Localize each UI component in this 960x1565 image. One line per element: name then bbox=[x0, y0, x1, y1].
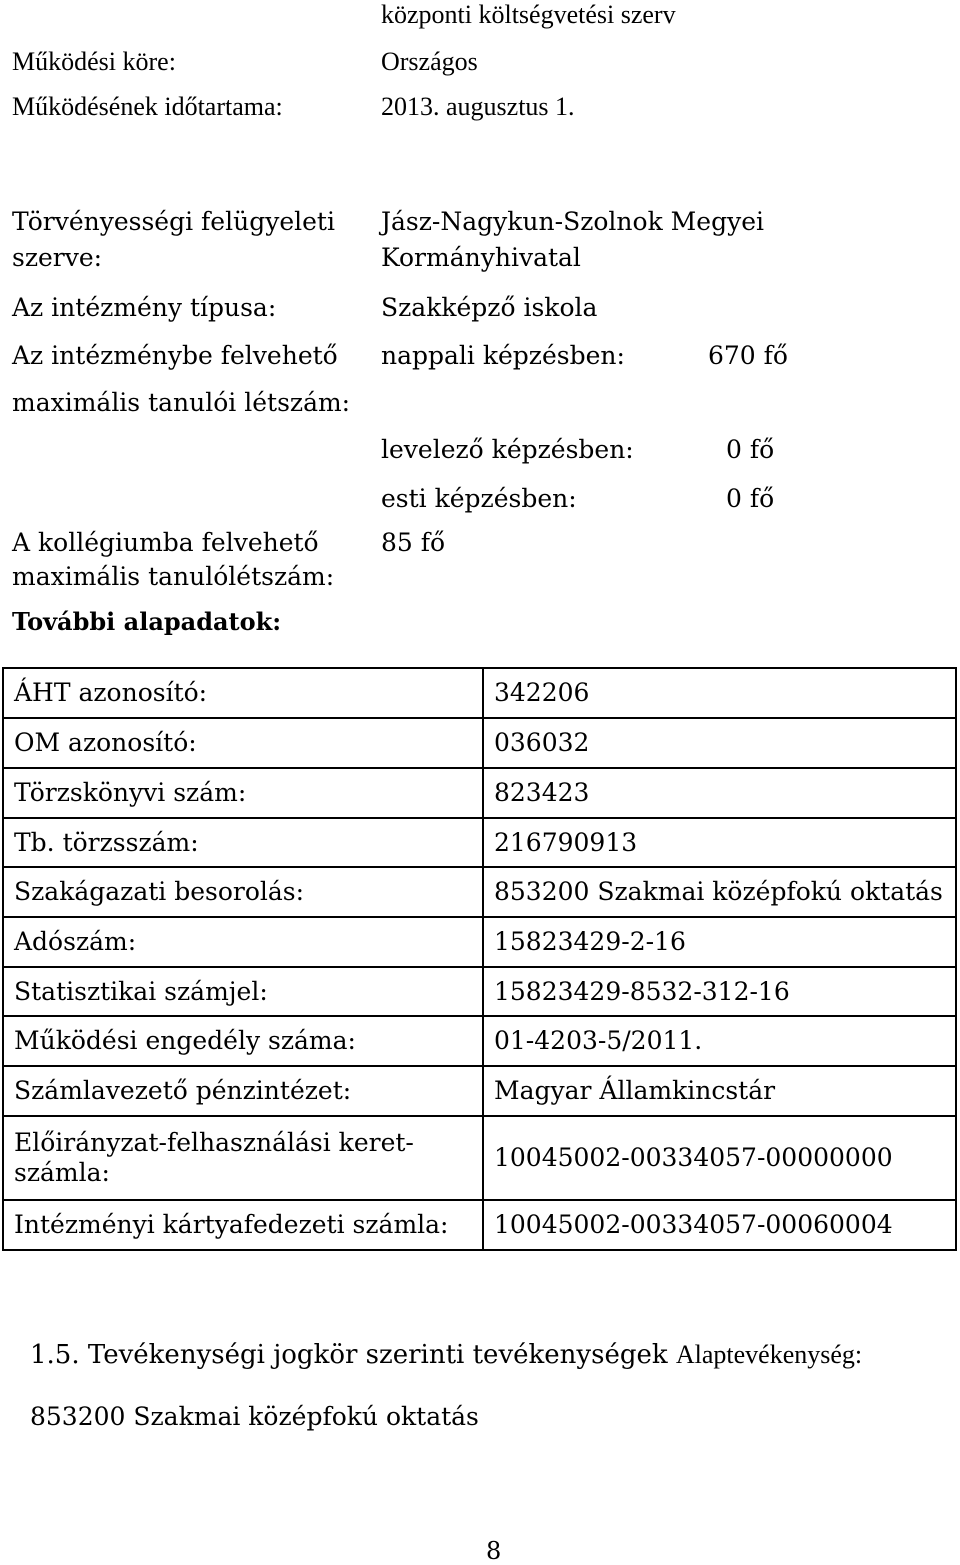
section-title: Tevékenységi jogkör szerinti tevékenységek bbox=[87, 1340, 668, 1370]
table-label-cell bbox=[3, 1116, 483, 1200]
table-value: 036032 bbox=[494, 728, 590, 757]
capacity-evening-value: 0 fő bbox=[726, 484, 775, 513]
table-row bbox=[3, 718, 956, 768]
duration-label: Működésének időtartama: bbox=[12, 92, 283, 121]
table-value-cell bbox=[483, 1016, 956, 1066]
table-label: Statisztikai számjel: bbox=[14, 976, 268, 1006]
table-row bbox=[3, 917, 956, 967]
table-row bbox=[3, 867, 956, 917]
table-row bbox=[3, 1066, 956, 1116]
table-label-cell bbox=[3, 867, 483, 917]
table-label-cell bbox=[3, 1016, 483, 1066]
dormitory-label-line1: A kollégiumba felvehető bbox=[12, 528, 319, 557]
institution-type-label: Az intézmény típusa: bbox=[12, 293, 277, 322]
table-value: 10045002-00334057-00060004 bbox=[494, 1210, 893, 1239]
page-number: 8 bbox=[486, 1537, 502, 1565]
dormitory-label-line2: maximális tanulólétszám: bbox=[12, 562, 335, 591]
table-value-cell bbox=[483, 1066, 956, 1116]
table-label: Működési engedély száma: bbox=[14, 1026, 356, 1055]
table-label-cell bbox=[3, 967, 483, 1016]
table-label-cell bbox=[3, 718, 483, 768]
table-label: ÁHT azonosító: bbox=[14, 678, 208, 707]
supervision-label-line2: szerve: bbox=[12, 243, 103, 272]
section-subtitle: Alaptevékenység: bbox=[675, 1340, 863, 1369]
capacity-correspondence-value: 0 fő bbox=[726, 435, 775, 464]
table-label: Intézményi kártyafedezeti számla: bbox=[14, 1210, 449, 1239]
table-value: 01-4203-5/2011. bbox=[494, 1026, 703, 1055]
further-data-heading: További alapadatok: bbox=[12, 607, 282, 636]
table-row bbox=[3, 668, 956, 718]
supervision-value-line2: Kormányhivatal bbox=[381, 243, 581, 272]
table-value: 342206 bbox=[494, 678, 590, 707]
capacity-correspondence-label: levelező képzésben: bbox=[381, 435, 634, 464]
scope-value: Országos bbox=[381, 47, 478, 76]
table-row bbox=[3, 1200, 956, 1250]
supervision-label-line1: Törvényességi felügyeleti bbox=[12, 207, 335, 236]
table-value: 15823429-2-16 bbox=[494, 927, 686, 956]
capacity-day-value: 670 fő bbox=[708, 341, 788, 370]
table-label: Tb. törzsszám: bbox=[14, 827, 199, 857]
table-label: Számlavezető pénzintézet: bbox=[14, 1076, 352, 1105]
duration-value: 2013. augusztus 1. bbox=[381, 92, 575, 121]
section-number: 1.5. bbox=[30, 1340, 80, 1370]
table-label-cell bbox=[3, 668, 483, 718]
table-value: 10045002-00334057-00000000 bbox=[494, 1143, 893, 1172]
table-label-cell bbox=[3, 917, 483, 967]
table-value: Magyar Államkincstár bbox=[494, 1076, 776, 1105]
table-row bbox=[3, 818, 956, 867]
table-value-cell bbox=[483, 967, 956, 1016]
institution-type-value: Szakképző iskola bbox=[381, 293, 598, 322]
table-row bbox=[3, 967, 956, 1016]
capacity-label-line2: maximális tanulói létszám: bbox=[12, 388, 351, 417]
dormitory-value: 85 fő bbox=[381, 528, 446, 557]
table-value-cell bbox=[483, 718, 956, 768]
table-label-cell bbox=[3, 1066, 483, 1116]
table-label-cell bbox=[3, 818, 483, 867]
capacity-evening-label: esti képzésben: bbox=[381, 484, 577, 513]
table-label: Törzskönyvi szám: bbox=[14, 778, 247, 807]
table-value-cell bbox=[483, 1200, 956, 1250]
table-value-cell bbox=[483, 818, 956, 867]
table-label: Szakágazati besorolás: bbox=[14, 877, 305, 906]
scope-label: Működési köre: bbox=[12, 47, 176, 76]
table-value: 15823429-8532-312-16 bbox=[494, 976, 790, 1006]
supervision-value-line1: Jász-Nagykun-Szolnok Megyei bbox=[381, 207, 764, 236]
table-value: 823423 bbox=[494, 778, 590, 807]
table-value: 216790913 bbox=[494, 827, 638, 857]
table-value-cell bbox=[483, 867, 956, 917]
table-row bbox=[3, 1116, 956, 1200]
basic-data-table bbox=[2, 667, 957, 1251]
table-row bbox=[3, 768, 956, 818]
section-heading bbox=[30, 1340, 862, 1370]
table-label: Adószám: bbox=[14, 927, 137, 956]
table-value-cell bbox=[483, 1116, 956, 1200]
table-label-cell bbox=[3, 1200, 483, 1250]
table-value-cell bbox=[483, 917, 956, 967]
section-activity: 853200 Szakmai középfokú oktatás bbox=[30, 1402, 479, 1431]
table-row bbox=[3, 1016, 956, 1066]
table-label: OM azonosító: bbox=[14, 728, 197, 757]
table-label: Előirányzat-felhasználási keret- számla: bbox=[14, 1128, 414, 1187]
table-value-cell bbox=[483, 768, 956, 818]
table-label-cell bbox=[3, 768, 483, 818]
capacity-label-line1: Az intézménybe felvehető bbox=[12, 341, 338, 370]
type-value: központi költségvetési szerv bbox=[381, 0, 676, 29]
capacity-day-label: nappali képzésben: bbox=[381, 341, 625, 370]
table-value: 853200 Szakmai középfokú oktatás bbox=[494, 877, 943, 906]
table-value-cell bbox=[483, 668, 956, 718]
